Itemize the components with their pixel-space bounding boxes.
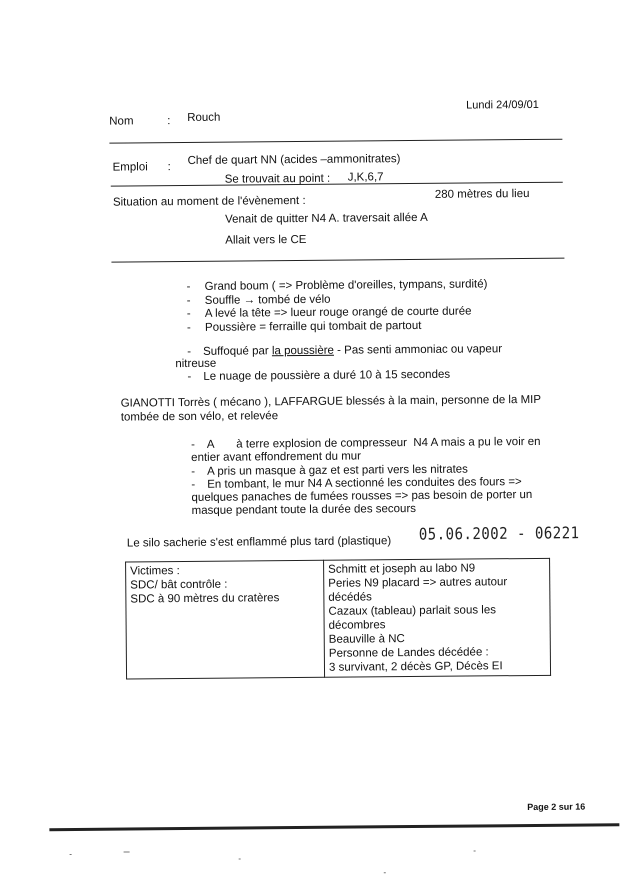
table-cell-line: Victimes : [130, 565, 180, 578]
list-item: - A à terre explosion de compresseur N4 A mais a pu le voir en [190, 435, 541, 451]
list-item: - A levé la tête => lueur rouge orangé de courte durée [186, 305, 472, 320]
list-item-continuation: nitreuse [175, 357, 217, 371]
list-item: - Le nuage de poussière a duré 10 à 15 secondes [187, 368, 451, 383]
position-value: J,K,6,7 [347, 171, 384, 184]
list-item-continuation: masque pendant toute la durée des secours [191, 502, 417, 517]
nom-colon: : [167, 115, 171, 128]
table-cell-left [126, 560, 325, 679]
position-label: Se trouvait au point : [224, 172, 331, 186]
table-cell-line: Beauville à NC [328, 633, 405, 646]
report-date: Lundi 24/09/01 [466, 98, 539, 112]
emploi-value: Chef de quart NN (acides –ammonitrates) [187, 153, 401, 167]
scan-speck [384, 872, 386, 873]
table-cell-line: 3 survivant, 2 décès GP, Décès EI [328, 660, 503, 674]
nom-label: Nom [109, 115, 134, 128]
victims-table [125, 558, 551, 680]
situation-distance: 280 mètres du lieu [434, 187, 530, 201]
list-item: - Souffle → tombé de vélo [186, 293, 331, 307]
list-item-continuation: entier avant effondrement du mur [191, 450, 362, 464]
table-cell-line: Peries N9 placard => autres autour décédés [328, 576, 508, 604]
scan-speck [474, 850, 476, 851]
silo-note: Le silo sacherie s'est enflammé plus tard (plastique) [126, 535, 392, 550]
paragraph-line: GIANOTTI Torrès ( mécano ), LAFFARGUE blessés à la main, personne de la MIP [120, 393, 542, 410]
divider [109, 139, 562, 144]
situation-line: Venait de quitter N4 A. traversait allée A [225, 211, 428, 226]
table-cell-right [324, 558, 551, 677]
emploi-label: Emploi [112, 161, 148, 174]
table-cell-line: Schmitt et joseph au labo N9 [328, 562, 476, 576]
table-row [126, 558, 551, 679]
scan-speck [124, 852, 130, 853]
divider [111, 258, 564, 263]
emploi-colon: : [167, 161, 171, 174]
underlined-text: la poussière [271, 344, 334, 358]
table-cell-line: SDC/ bât contrôle : [130, 578, 228, 592]
list-item: - En tombant, le mur N4 A sectionné les conduites des fours => [191, 476, 522, 491]
list-item: - Suffoqué par la poussière - Pas senti ammoniac ou vapeur [187, 343, 503, 358]
scan-speck [239, 859, 241, 860]
date-stamp: 05.06.2002 - 06221 [418, 524, 580, 545]
paragraph-line: tombée de son vélo, et relevée [120, 410, 279, 424]
table-cell-line: Personne de Landes décédée : [328, 646, 489, 660]
table-cell-line: Cazaux (tableau) parlait sous les décombres [328, 604, 497, 632]
list-item: - Poussière = ferraille qui tombait de partout [186, 319, 422, 334]
scan-border-line [49, 823, 619, 831]
list-item: - A pris un masque à gaz et est parti vers les nitrates [191, 463, 468, 478]
scan-speck [70, 854, 72, 855]
situation-line: Allait vers le CE [225, 233, 307, 247]
divider [111, 182, 563, 187]
page-number: Page 2 sur 16 [527, 801, 586, 813]
observations-list [187, 278, 547, 335]
list-item: - Grand boum ( => Problème d'oreilles, tympans, surdité) [186, 278, 488, 293]
table-cell-line: SDC à 90 mètres du cratères [130, 592, 280, 606]
nom-value: Rouch [187, 111, 221, 124]
situation-label: Situation au moment de l'évènement : [112, 194, 306, 209]
list-item-continuation: quelques panaches de fumées rousses => pas besoin de porter un [191, 488, 533, 504]
